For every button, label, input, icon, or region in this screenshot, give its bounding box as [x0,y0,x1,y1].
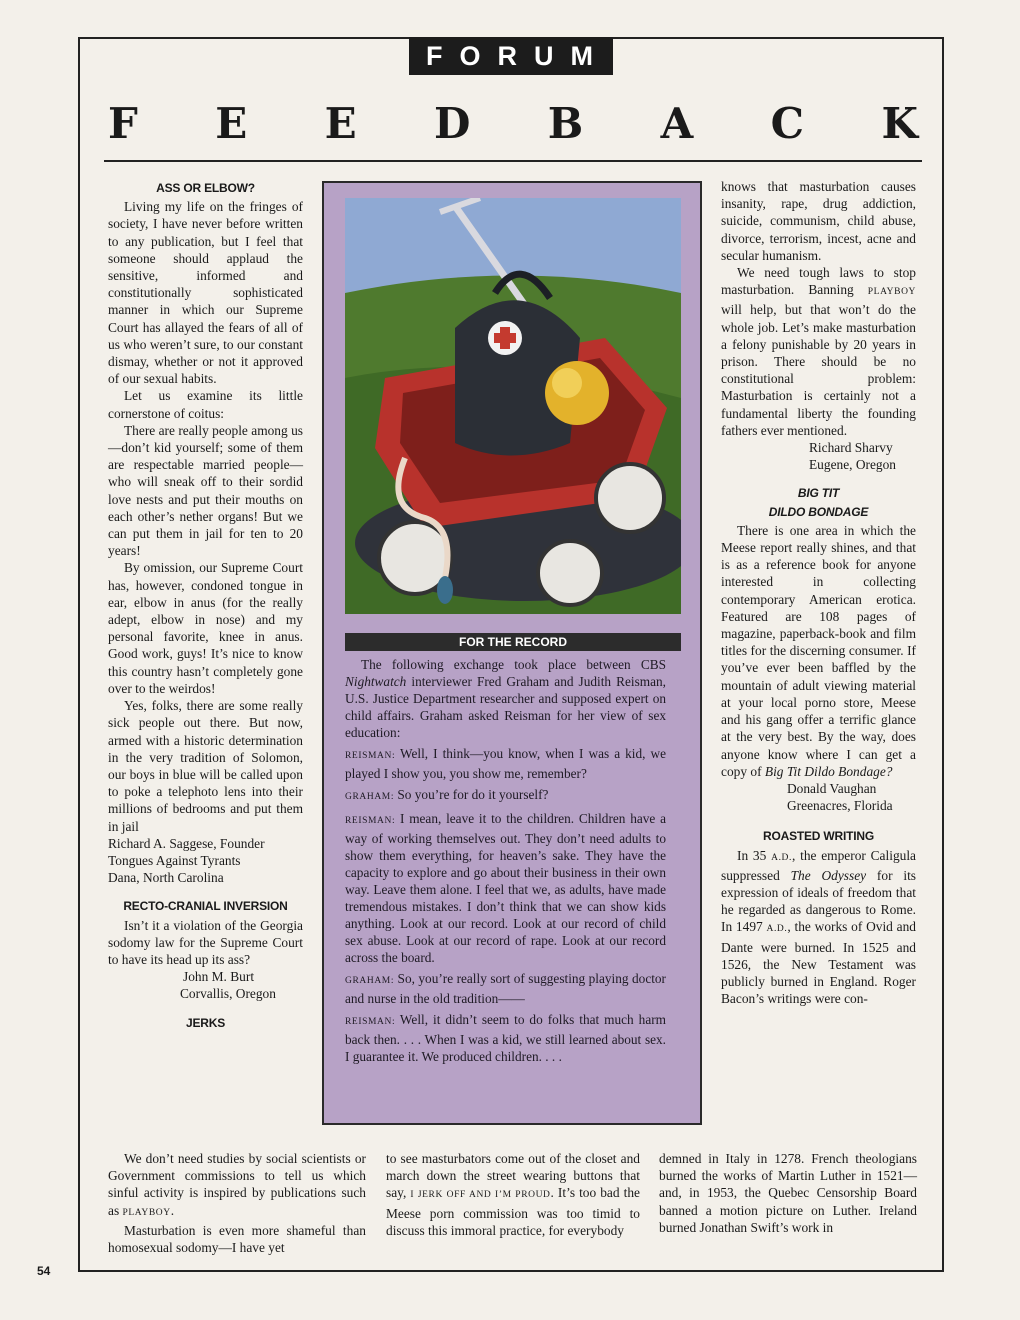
wagon-wheel [596,464,664,532]
letter-paragraph: Masturbation is even more shameful than homosexual sodomy—I have yet [108,1222,366,1256]
title-letter: E [324,98,357,148]
record-exchange: REISMAN: I mean, leave it to the children. Children have a way of working themselves out. They don’t need adults to show them everything, for heaven’s sake. They have the capacity to explore and go about their business in their own way. Leave them alone. I feel that we, as adults, have made tremendous mistakes. I don’t think that we can show kids anything. Look at our record. Look at our record of child sex abuse. Look at our record of rape. Look at our record across the board. [345,811,666,965]
letter-paragraph: to see masturbators come out of the closet and march down the street wearing buttons that say, I JERK OFF AND I’M PROUD. It’s too bad the Meese porn commission was too timid to discuss this immoral practice, for everybody [386,1151,640,1238]
letter-signature: Tongues Against Tyrants [108,852,241,868]
letter-paragraph: In 35 A.D., the emperor Caligula suppressed The Odyssey for its expression of ideals of freedom that he regarded as dangerous to Rome. In 1497 A.D., the works of Ovid and Dante were burned. In 1525 and 1526, the New Testament was publicly burned in England. Roger Bacon’s writings were con- [721,847,916,1007]
record-intro: The following exchange took place between CBS Nightwatch interviewer Fred Graham and Judith Reisman, U.S. Justice Department researcher and supposed expert on child affairs. Graham asked Reisman for her view of sex education: [345,657,666,740]
letter-heading: JERKS [185,1015,225,1030]
letter-heading: ASS OR ELBOW? [156,181,255,195]
title-letter: B [547,98,584,148]
right-column [721,178,916,1007]
left-column [108,178,303,1033]
record-exchange: GRAHAM: So, you’re really sort of suggesting playing doctor and nurse in the old tradition—— [345,971,666,1006]
title-letter: D [433,98,471,148]
wagon-wheel [538,541,602,605]
wagon-with-doctor-bag-illustration [345,198,681,614]
bottom-column-1 [108,1150,366,1256]
title-letter: F [108,98,138,148]
letter-paragraph: Isn’t it a violation of the Georgia sodomy law for the Supreme Court to have its head up its ass? [108,917,303,967]
letter-paragraph: Yes, folks, there are some really sick people out there. But now, armed with a historic determination in the very tradition of Solomon, our boys in blue will be called upon to poke a telephoto lens into their millions of bedrooms and put them in jail [108,698,303,834]
letter-signature: Richard Sharvy [809,440,893,456]
letter-heading: BIG TIT [797,486,840,501]
letter-paragraph: There are really people among us—don’t kid yourself; some of them are respectable married people—who will sneak off to their sordid love nests and put their mouths on each other’s nether organs! But we can put them in jail for ten to 20 years! [108,422,303,559]
letter-signature: John M. Burt [183,969,255,985]
bottom-column-2 [386,1150,640,1239]
letter-signature: Greenacres, Florida [787,798,893,814]
letter-paragraph: We don’t need studies by social scientists or Government commissions to tell us which sinful activity is inspired by publications such as PLAYBOY. [108,1151,366,1218]
stethoscope-piece [437,576,453,604]
letter-paragraph: demned in Italy in 1278. French theologians burned the works of Martin Luther in 1521—and, in 1953, the Quebec Censorship Board banned a motion picture on Luther. Ireland burned Jonathan Swift’s work in [659,1151,917,1235]
record-exchange: GRAHAM: So you’re for do it yourself? [345,787,549,802]
title-letter: A [660,98,694,148]
forum-label: FORUM [409,37,613,75]
letter-signature: Eugene, Oregon [809,457,897,473]
letter-paragraph: We need tough laws to stop masturbation. Banning PLAYBOY will help, but that won’t do the whole job. Let’s make masturbation a felony punishable by 20 years in prison. There should be no constitutional problem: Masturbation is certainly not a fundamental liberty the founding fathers ever mentioned. [721,265,916,438]
record-exchange: REISMAN: Well, I think—you know, when I was a kid, we played I show you, you show me, remember? [345,746,666,781]
letter-paragraph: knows that masturbation causes insanity, rape, drug addiction, suicide, communism, child abuse, divorce, terrorism, incest, acne and secular humanism. [721,179,916,263]
letter-heading: ROASTED WRITING [763,829,874,844]
page-number: 54 [37,1264,51,1278]
for-the-record-text [345,656,666,1069]
title-letter: C [770,98,805,148]
title-letter: K [881,98,918,148]
letter-heading: DILDO BONDAGE [768,504,869,519]
letter-signature: Richard A. Saggese, Founder [108,835,265,851]
letter-heading: RECTO-CRANIAL INVERSION [123,899,288,914]
red-cross-h [494,333,516,343]
letter-paragraph: By omission, our Supreme Court has, however, condoned tongue in ear, elbow in anus (for the really adept, elbow in nose) and my personal favorite, knee in anus. Good work, guys! It’s nice to know this country hasn’t completely gone over to the weirdos! [108,560,303,696]
ball-shine [552,368,582,398]
letter-paragraph: There is one area in which the Meese report really shines, and that is as a reference book for anyone interested in collecting contemporary American erotica. Featured are 108 pages of magazine, paperback-book and film titles for the discerning consumer. If you’ve ever been baffled by the mountain of adult viewing material at your local porno store, Meese and his gang offer a terrific glance at the very best. By the way, does anyone know where I can get a copy of Big Tit Dildo Bondage? [721,522,916,779]
letter-signature: Donald Vaughan [787,780,877,796]
for-the-record-heading: FOR THE RECORD [345,633,681,651]
title-letter: E [215,98,248,148]
letter-signature: Dana, North Carolina [108,870,224,886]
letter-signature: Corvallis, Oregon [180,986,276,1002]
letter-paragraph: Living my life on the fringes of society, I have never before written to any publication, but I feel that someone should applaud the sensitive, informed and constitutionally sophisticated manner in which our Supreme Court has allayed the fears of all of us who weren’t sure, to our constant dismay, whether or not it approved of our sexual habits. [108,199,303,387]
record-exchange: REISMAN: Well, it didn’t seem to do folks that much harm back then. . . . When I was a kid, we still learned about sex. I guarantee it. We produced children. . . . [345,1012,666,1064]
bottom-column-3 [659,1150,917,1236]
title-rule [104,160,922,162]
page-title [108,96,918,150]
letter-paragraph: Let us examine its little cornerstone of coitus: [108,388,303,421]
